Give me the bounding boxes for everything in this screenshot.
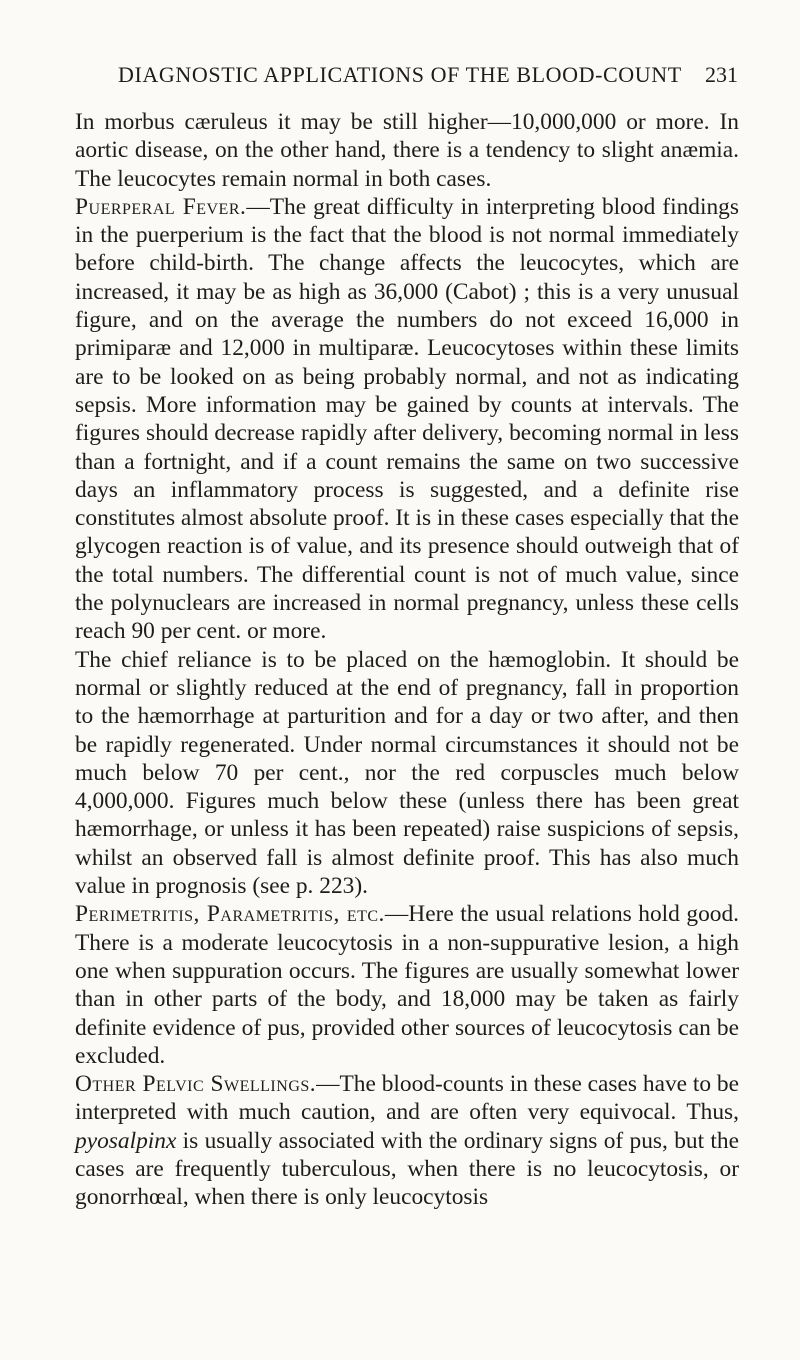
paragraph-perimetritis [75, 900, 739, 1070]
italic-term-pyosalpinx: pyosalpinx [75, 1127, 177, 1154]
paragraph-other-pelvic-swellings [75, 1070, 739, 1211]
paragraph-puerperal-fever [75, 193, 739, 646]
paragraph-morbus-caeruleus [75, 108, 739, 193]
paragraph-text: is usually associated with the ordinary signs of pus, but the cases are frequently tuberculous, when there is no leucocytosis, or gonorrhœal, when there is only leucocytosis [75, 1127, 739, 1211]
paragraph-text: —The great difficulty in interpreting blood findings in the puerperium is the fact that the blood is not normal immediately before child-birth. The change affects the leucocytes, which are increased, it may be as high as 36,000 (Cabot) ; this is a very unusual figure, and on the average the numbers do not exceed 16,000 in primiparæ and 12,000 in multiparæ. Leucocytoses within these limits are to be looked on as being probably normal, and not as indicating sepsis. More information may be gained by counts at intervals. The figures should decrease rapidly after delivery, becoming normal in less than a fortnight, and if a count remains the same on two successive days an inflammatory process is suggested, and a definite rise constitutes almost absolute proof. It is in these cases especially that the glycogen reaction is of value, and its presence should outweigh that of the total numbers. The differential count is not of much value, since the polynuclears are increased in normal pregnancy, unless these cells reach 90 per cent. or more. [75, 193, 739, 645]
section-heading-other-pelvic-swellings: Other Pelvic Swellings. [75, 1071, 317, 1098]
section-heading-puerperal-fever: Puerperal Fever. [75, 193, 247, 220]
running-header [118, 62, 738, 88]
page-number: 231 [705, 62, 738, 87]
paragraph-haemoglobin [75, 646, 739, 901]
paragraph-text: In morbus cæruleus it may be still higher—10,000,000 or more. In aortic disease, on the other hand, there is a tendency to slight anæmia. The leucocytes remain normal in both cases. [75, 109, 739, 192]
paragraph-text: —Here the usual relations hold good. There is a moderate leucocytosis in a non-suppurative lesion, a high one when suppuration occurs. The figures are usually somewhat lower than in other parts of the body, and 18,000 may be taken as fairly definite evidence of pus, provided other sources of leucocytosis can be excluded. [75, 901, 740, 1069]
paragraph-text: —The blood-counts in these cases have to be interpreted with much caution, and are often very equivocal. Thus, [75, 1071, 739, 1126]
section-heading-perimetritis: Perimetritis, Parametritis, etc. [75, 901, 385, 928]
paragraph-text: The chief reliance is to be placed on the hæmoglobin. It should be normal or slightly reduced at the end of pregnancy, fall in proportion to the hæmorrhage at parturition and for a day or two after, and then be rapidly regenerated. Under normal circumstances it should not be much below 70 per cent., nor the red corpuscles much below 4,000,000. Figures much below these (unless there has been great hæmorrhage, or unless it has been repeated) raise suspicions of sepsis, whilst an observed fall is almost definite proof. This has also much value in prognosis (see p. 223). [75, 646, 739, 900]
running-title: DIAGNOSTIC APPLICATIONS OF THE BLOOD-COUNT [118, 62, 682, 87]
body-text [75, 108, 739, 1212]
